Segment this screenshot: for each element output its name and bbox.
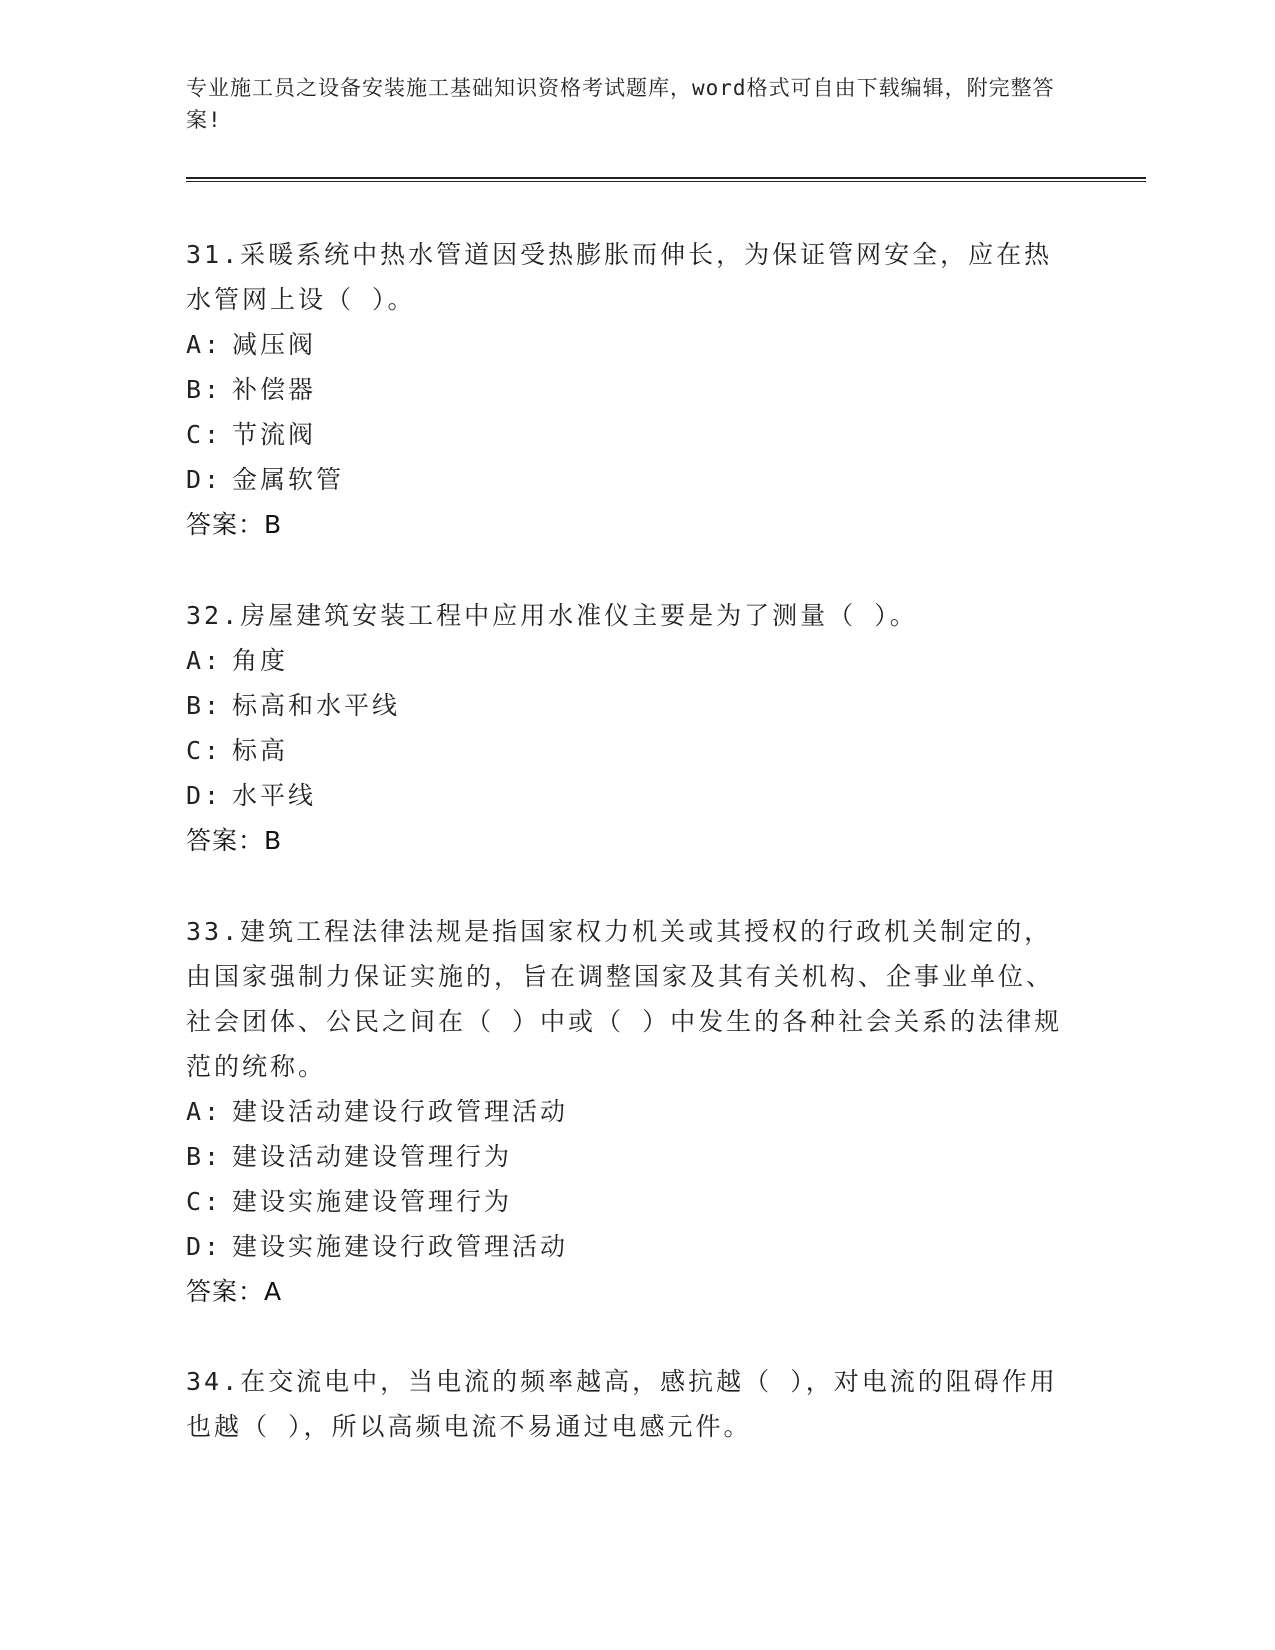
option-text: 节流阀 [232,420,317,449]
option-c [186,728,1066,773]
option-d [186,1224,1066,1269]
option-a [186,638,1066,683]
option-d [186,457,1066,502]
answer-line: 答案：B [186,510,283,539]
question-stem: 34.在交流电中，当电流的频率越高，感抗越（ ），对电流的阻碍作用也越（ ），所以高频电流不易通过电感元件。 [186,1367,1058,1441]
option-text: 补偿器 [232,375,317,404]
option-letter: C: [186,420,223,449]
option-text: 标高和水平线 [232,691,401,720]
option-b [186,683,1066,728]
option-c [186,1179,1066,1224]
option-letter: C: [186,1187,223,1216]
option-a [186,322,1066,367]
option-text: 角度 [232,646,289,675]
option-letter: D: [186,781,223,810]
question-34 [186,1359,1066,1449]
option-letter: B: [186,375,223,404]
option-text: 建设活动建设管理行为 [232,1142,513,1171]
header-divider [186,177,1146,182]
option-b [186,367,1066,412]
option-text: 标高 [232,736,289,765]
option-letter: D: [186,1232,223,1261]
option-a [186,1089,1066,1134]
question-32 [186,593,1066,863]
question-stem: 31.采暖系统中热水管道因受热膨胀而伸长，为保证管网安全，应在热水管网上设（ ）。 [186,240,1053,314]
option-c [186,412,1066,457]
question-stem: 33.建筑工程法律法规是指国家权力机关或其授权的行政机关制定的，由国家强制力保证实施的，旨在调整国家及其有关机构、企事业单位、社会团体、公民之间在（ ）中或（ ）中发生的各种社会关系的法律规范的统称。 [186,917,1063,1081]
option-text: 建设活动建设行政管理活动 [232,1097,569,1126]
option-letter: B: [186,1142,223,1171]
option-letter: B: [186,691,223,720]
answer-line: 答案：A [186,1277,283,1306]
answer-line: 答案：B [186,826,283,855]
option-letter: A: [186,330,223,359]
option-letter: A: [186,1097,223,1126]
option-text: 建设实施建设管理行为 [232,1187,513,1216]
option-text: 减压阀 [232,330,317,359]
option-letter: C: [186,736,223,765]
option-b [186,1134,1066,1179]
option-letter: A: [186,646,223,675]
option-letter: D: [186,465,223,494]
question-33 [186,909,1066,1314]
option-text: 金属软管 [232,465,345,494]
option-text: 建设实施建设行政管理活动 [232,1232,569,1261]
document-header: 专业施工员之设备安装施工基础知识资格考试题库，word格式可自由下载编辑，附完整答案! [186,76,1055,132]
option-d [186,773,1066,818]
question-stem: 32.房屋建筑安装工程中应用水准仪主要是为了测量（ ）。 [186,601,918,630]
question-31 [186,232,1066,547]
option-text: 水平线 [232,781,317,810]
